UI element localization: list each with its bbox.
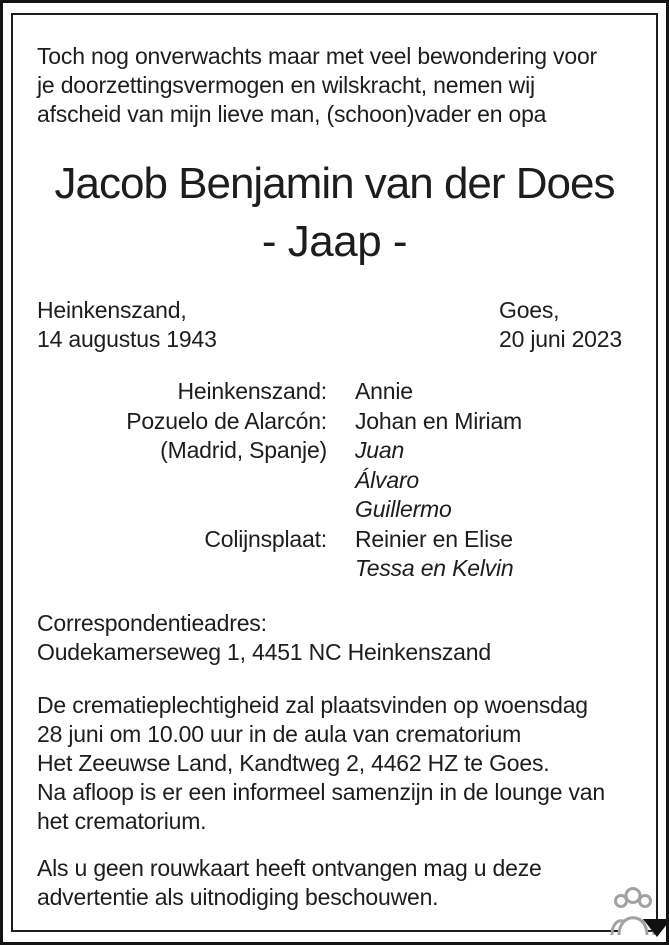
family-member-name: Annie bbox=[355, 378, 413, 404]
deceased-nickname: - Jaap - bbox=[261, 217, 408, 266]
family-member-name: Tessa en Kelvin bbox=[355, 555, 514, 581]
down-triangle-icon bbox=[643, 919, 669, 937]
death-date: 20 juni 2023 bbox=[499, 326, 622, 352]
family-place-label: Pozuelo de Alarcón: bbox=[126, 407, 327, 434]
ceremony-line: De crematieplechtigheid zal plaatsvinden op woensdag bbox=[37, 691, 588, 718]
ceremony-line: het crematorium. bbox=[37, 807, 207, 834]
ceremony-line: Na afloop is er een informeel samenzijn in de lounge van bbox=[37, 778, 605, 805]
intro-line: je doorzettingsvermogen en wilskracht, nemen wij bbox=[37, 72, 535, 98]
correspondence-address: Oudekamerseweg 1, 4451 NC Heinkenszand bbox=[37, 638, 491, 665]
family-member-name: Juan bbox=[355, 437, 405, 463]
correspondence-label: Correspondentieadres: bbox=[37, 609, 267, 636]
title-block bbox=[37, 155, 632, 271]
ceremony-paragraph bbox=[37, 691, 632, 836]
family-place-label: Colijnsplaat: bbox=[204, 525, 327, 552]
family-member-name: Johan en Miriam bbox=[355, 407, 523, 434]
death-place-date bbox=[499, 296, 622, 354]
death-place: Goes, bbox=[499, 297, 560, 323]
closing-line: advertentie als uitnodiging beschouwen. bbox=[37, 883, 439, 910]
family-place-label bbox=[37, 554, 327, 584]
birth-date: 14 augustus 1943 bbox=[37, 326, 217, 352]
ceremony-line: Het Zeeuwse Land, Kandtweg 2, 4462 HZ te Goes. bbox=[37, 749, 550, 776]
closing-paragraph bbox=[37, 854, 632, 912]
birth-death-dates bbox=[37, 296, 632, 354]
deceased-name: Jacob Benjamin van der Does bbox=[54, 159, 615, 208]
closing-line: Als u geen rouwkaart heeft ontvangen mag u deze bbox=[37, 854, 542, 881]
birth-place: Heinkenszand, bbox=[37, 297, 187, 323]
family-place-label: Heinkenszand: bbox=[177, 378, 327, 404]
family-member-name: Álvaro bbox=[355, 466, 419, 493]
family-section bbox=[37, 377, 632, 584]
intro-line: Toch nog onverwachts maar met veel bewondering voor bbox=[37, 43, 597, 69]
family-member-name: Reinier en Elise bbox=[355, 525, 513, 552]
family-place-label bbox=[37, 466, 327, 496]
ceremony-line: 28 juni om 10.00 uur in de aula van crematorium bbox=[37, 720, 522, 747]
notice-content bbox=[13, 15, 656, 912]
family-member-name: Guillermo bbox=[355, 496, 452, 522]
intro-line: afscheid van mijn lieve man, (schoon)vader en opa bbox=[37, 101, 547, 127]
family-place-label bbox=[37, 495, 327, 525]
intro-paragraph bbox=[37, 42, 632, 129]
correspondence-section bbox=[37, 609, 632, 667]
family-place-label: (Madrid, Spanje) bbox=[160, 437, 327, 463]
